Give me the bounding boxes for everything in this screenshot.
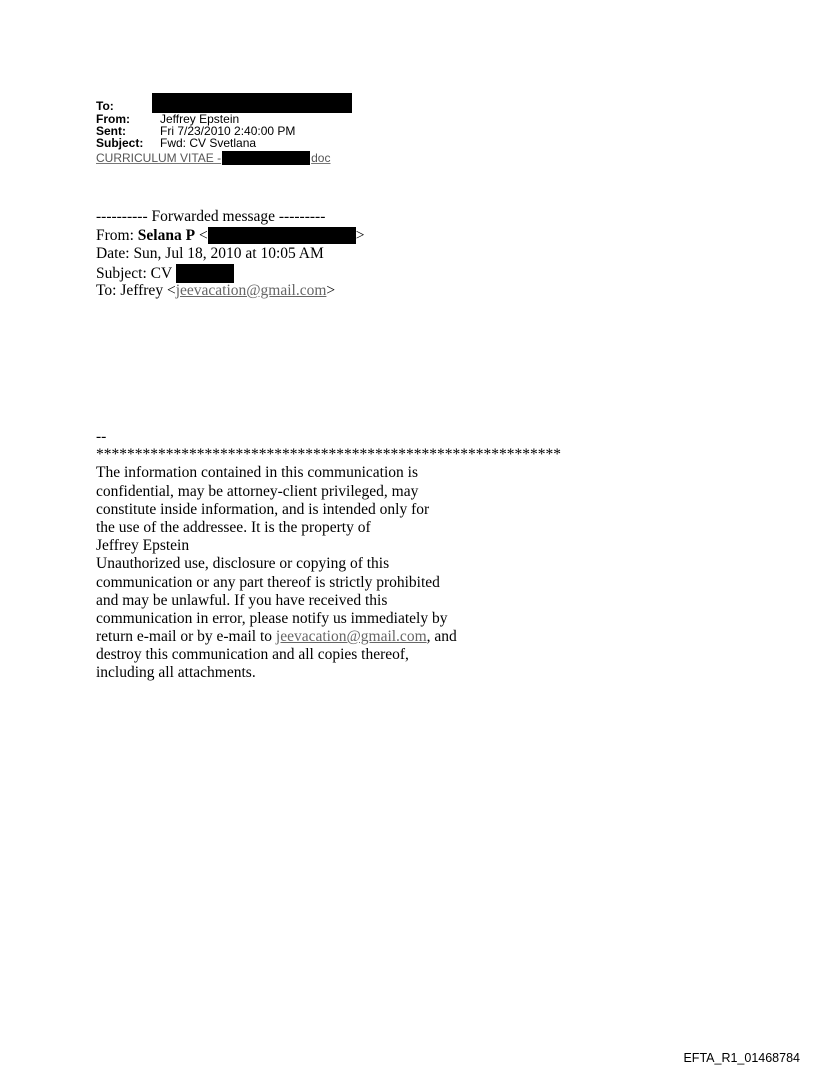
attachment-extension: doc [311,151,331,165]
forward-from-close: > [355,226,365,244]
forward-separator: ---------- Forwarded message --------- [96,208,326,225]
forward-date-line: Date: Sun, Jul 18, 2010 at 10:05 AM [96,245,324,262]
header-to-row [96,93,330,113]
header-sent-value: Fri 7/23/2010 2:40:00 PM [160,124,296,138]
redaction-block [152,93,352,113]
header-subject-value: Fwd: CV Svetlana [160,136,257,150]
attachment-name-prefix: CURRICULUM VITAE - [96,151,222,165]
header-subject-label: Subject: [96,136,144,150]
email-header [96,93,330,165]
header-subject-row [96,137,330,149]
signature-stars: ************************************************************ [96,446,561,464]
header-from-label: From: [96,112,130,126]
disclaimer-line: communication in error, please notify us immediately by [96,609,448,627]
header-sent-label: Sent: [96,124,126,138]
header-from-value: Jeffrey Epstein [160,112,240,126]
redaction-block [208,227,356,244]
disclaimer-line: Jeffrey Epstein [96,537,190,555]
forward-to-prefix: To: Jeffrey < [96,282,176,299]
redaction-block [176,264,234,283]
forward-from-name: Selana P [137,226,196,244]
forward-to-line [96,282,364,301]
disclaimer-return-suffix: , and [426,628,457,646]
forward-subject-prefix: Subject: CV [96,264,172,282]
signature-disclaimer [96,428,561,683]
attachment-link[interactable] [96,151,330,165]
disclaimer-line: and may be unlawful. If you have received this [96,591,388,609]
disclaimer-line: including all attachments. [96,664,256,682]
forward-from-prefix: From: [96,226,138,244]
forward-from-line [96,227,364,246]
disclaimer-return-prefix: return e-mail or by e-mail to [96,628,276,646]
forwarded-message [96,208,364,301]
disclaimer-email-link[interactable]: jeevacation@gmail.com [275,628,427,646]
disclaimer-line: Unauthorized use, disclosure or copying of this [96,555,390,573]
forward-from-open: < [195,226,208,244]
disclaimer-line: confidential, may be attorney-client privileged, may [96,482,419,500]
forward-to-suffix: > [326,282,336,299]
disclaimer-line: the use of the addressee. It is the property of [96,518,371,536]
forward-subject-line [96,264,364,283]
header-to-label: To: [96,99,114,113]
disclaimer-line: The information contained in this communication is [96,464,418,482]
forward-to-email-link[interactable]: jeevacation@gmail.com [175,282,327,299]
disclaimer-line: communication or any part thereof is strictly prohibited [96,573,440,591]
redaction-block [222,151,310,165]
disclaimer-line: destroy this communication and all copies thereof, [96,646,409,664]
signature-dashes: -- [96,428,107,445]
disclaimer-return-line [96,628,561,646]
document-id: EFTA_R1_01468784 [683,1051,800,1065]
disclaimer-line: constitute inside information, and is intended only for [96,500,430,518]
